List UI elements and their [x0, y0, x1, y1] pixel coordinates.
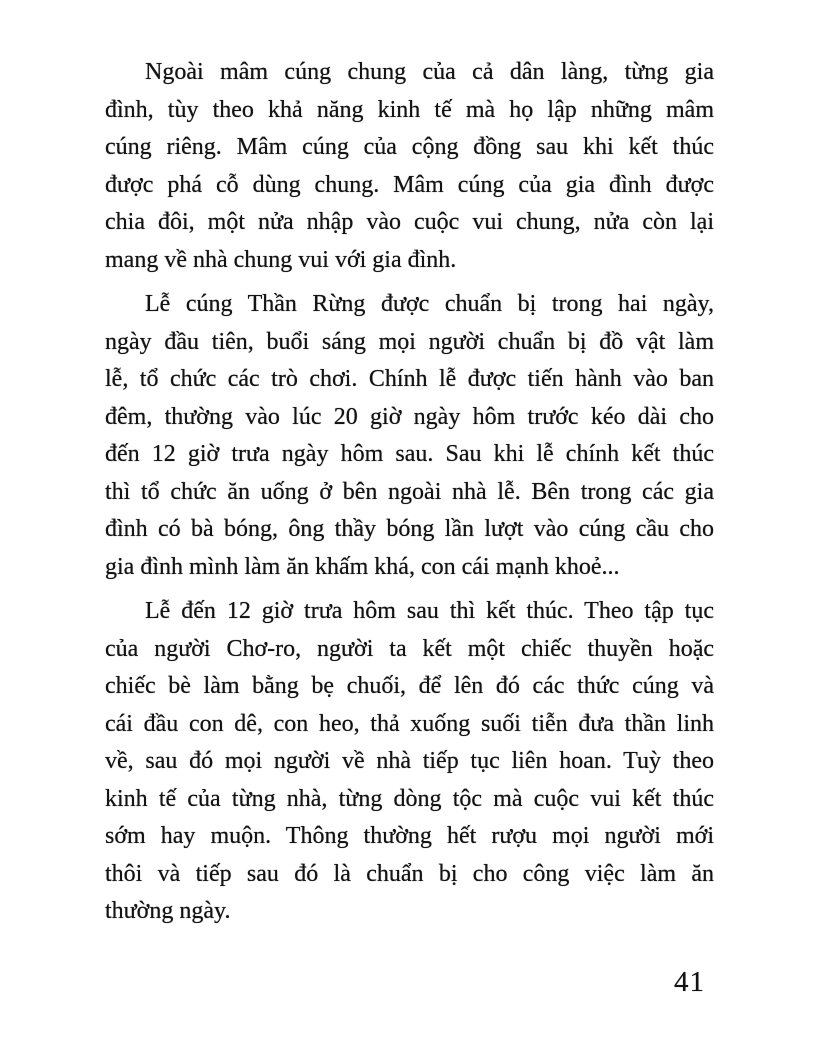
text-line: mang về nhà chung vui với gia đình.: [105, 246, 457, 273]
text-line: đêm, thường vào lúc 20 giờ ngày hôm trước kéo dài cho: [105, 403, 714, 430]
paragraph-1: [105, 54, 714, 279]
text-line: cúng riêng. Mâm cúng của cộng đồng sau khi kết thúc: [105, 134, 714, 160]
text-line: thường ngày.: [105, 898, 231, 924]
text-line: Lễ đến 12 giờ trưa hôm sau thì kết thúc. Theo tập tục: [145, 598, 714, 624]
text-line: chia đôi, một nửa nhập vào cuộc vui chung, nửa còn lại: [105, 209, 714, 235]
text-line: về, sau đó mọi người về nhà tiếp tục liên hoan. Tuỳ theo: [105, 748, 714, 774]
text-line: thôi và tiếp sau đó là chuẩn bị cho công việc làm ăn: [105, 860, 714, 887]
text-line: gia đình mình làm ăn khấm khá, con cái mạnh khoẻ...: [105, 553, 620, 580]
paragraph-3: [105, 593, 714, 931]
paragraph-2: [105, 286, 714, 586]
text-line: sớm hay muộn. Thông thường hết rượu mọi người mới: [105, 823, 714, 849]
text-line: thì tổ chức ăn uống ở bên ngoài nhà lễ. Bên trong các gia: [105, 478, 714, 505]
text-line: cái đầu con dê, con heo, thả xuống suối tiễn đưa thần linh: [105, 710, 714, 737]
text-line: ngày đầu tiên, buổi sáng mọi người chuẩn bị đồ vật làm: [105, 328, 714, 355]
text-line: đình có bà bóng, ông thầy bóng lần lượt vào cúng cầu cho: [105, 516, 714, 542]
text-line: đến 12 giờ trưa ngày hôm sau. Sau khi lễ chính kết thúc: [105, 441, 714, 467]
text-line: của người Chơ-ro, người ta kết một chiếc thuyền hoặc: [105, 635, 714, 662]
text-line: lễ, tổ chức các trò chơi. Chính lễ được tiến hành vào ban: [105, 366, 714, 392]
text-line: được phá cỗ dùng chung. Mâm cúng của gia đình được: [105, 171, 714, 198]
text-line: kinh tế của từng nhà, từng dòng tộc mà cuộc vui kết thúc: [105, 785, 714, 812]
page-number: 41: [674, 966, 705, 998]
text-line: Ngoài mâm cúng chung của cả dân làng, từng gia: [145, 59, 714, 85]
text-line: Lễ cúng Thần Rừng được chuẩn bị trong hai ngày,: [145, 291, 714, 317]
text-block: [105, 54, 714, 938]
text-line: chiếc bè làm bằng bẹ chuối, để lên đó các thức cúng và: [105, 673, 714, 699]
text-line: đình, tùy theo khả năng kinh tế mà họ lập những mâm: [105, 96, 714, 123]
